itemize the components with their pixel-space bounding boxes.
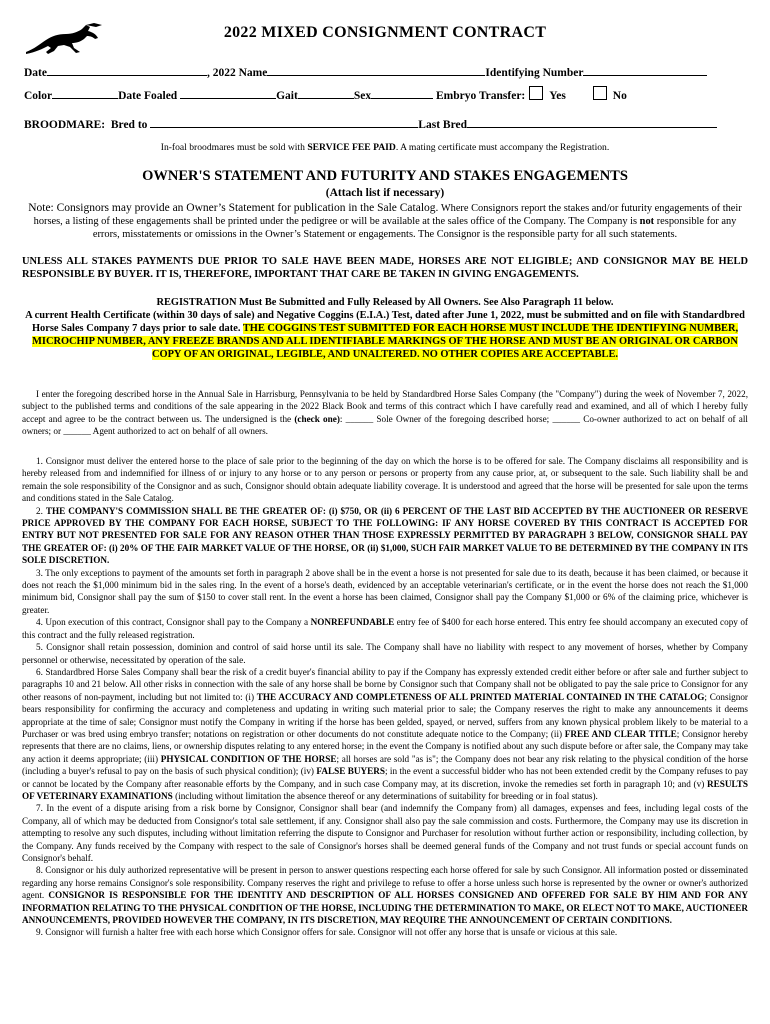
owner-statement-note: Note: Consignors may provide an Owner’s Statement for publication in the Sale Catalog. Where Consignors report the stakes and/or futurity engagements of their horses, a listing of these engagements shall be printed under the pedigree or will be available at the sales office of the Company. The Company is not responsible for any errors, misstatements or omissions in the Owner’s Statement or engagements. The Consignor is the responsible party for all such statements.: [28, 202, 742, 240]
bred-to-field[interactable]: [150, 116, 418, 128]
paragraph-8: 8. Consignor or his duly authorized representative will be present in person to answer questions respecting each horse offered for sale by such Consignor. All information posted or disseminated regarding any horse remains Consignor's sole responsibility. Company reserves the right and privilege to refuse to offer a horse unless such horse is represented by the owner or owner's authorized agent. CONSIGNOR IS RESPONSIBLE FOR THE IDENTITY AND DESCRIPTION OF ALL HORSES CONSIGNED AND OFFERED FOR SALE BY HIM AND FOR ANY INFORMATION RELATING TO THE PHYSICAL CONDITION OF THE HORSE, INCLUDING THE DETERMINATION TO MAKE, OR ELECT NOT TO MAKE, AUCTIONEER ANNOUNCEMENTS, PROVIDED HOWEVER THE COMPANY, IN ITS DISCRETION, MAY REQUIRE THE ANNOUNCEMENT OF CERTAIN CONDITIONS.: [22, 865, 748, 926]
gait-label: Gait: [276, 90, 298, 102]
year-label: , 2022: [207, 67, 236, 79]
date-field[interactable]: [47, 64, 207, 76]
page-title: 2022 MIXED CONSIGNMENT CONTRACT: [223, 24, 547, 41]
form-row-3: [24, 116, 717, 131]
coggins-highlight: THE COGGINS TEST SUBMITTED FOR EACH HORSE MUST INCLUDE THE IDENTIFYING NUMBER, MICROCHIP NUMBER, ANY FREEZE BRANDS AND ALL IDENTIFIABLE MARKINGS OF THE HORSE AND MUST BE AN ORIGINAL OR CARBON COPY OF AN ORIGINAL, LEGIBLE, AND UNALTERED. NO OTHER COPIES ARE ACCEPTABLE.: [32, 323, 739, 360]
paragraph-7: 7. In the event of a dispute arising from a risk borne by Consignor, Consignor shall bear (and indemnify the Company from) all damages, expenses and fees, including legal costs of the Company, all of which may be deducted from Consignor's total sale settlement, if any. Consignor shall also pay the sale commission and costs. Furthermore, the Company may use its discretion in attempting to resolve any such disputes, including without limitation referring the dispute to Consignor and Purchaser for resolution without further action or responsibility, including collection, by the Company. Any funds received by the Company with respect to the sale of Consignor's horses shall be deemed general funds of the Company and not trust funds or special account funds on Consignor's behalf.: [22, 803, 748, 863]
paragraph-6: 6. Standardbred Horse Sales Company shall bear the risk of a credit buyer's financial ability to pay if the Company has expressly extended credit either before or after sale and further subject to paragraphs 10 and 21 below. All other risks in connection with the sale of any horse shall be borne by Consignor such that Company shall not be obligated to pay the sale price to Consignor for any other reasons of non-payment, including but not limited to: (i) THE ACCURACY AND COMPLETENESS OF ALL PRINTED MATERIAL CONTAINED IN THE CATALOG; Consignor bears responsibility for confirming the accuracy and completeness and updating in writing such material prior to sale; the Company reserves the right to make any announcements it deems appropriate at the time of sale; Consignor must notify the Company in writing if the horse has been gelded, spayed, or nerved, suffers from any known physical problem likely to be material to a Purchaser or was bred using embryo transfer; notations on registration or other documents do not constitute adequate notice to the Company; (ii) FREE AND CLEAR TITLE; Consignor hereby represents that there are no claims, liens, or ownership disputes relating to any entered horse; in the event the Company is notified about any such dispute before or after sale, the Company may take any action it deems appropriate; (iii) PHYSICAL CONDITION OF THE HORSE; all horses are sold "as is"; the Company does not bear any risk relating to the physical condition of the horse (including a buyer's refusal to pay on the basis of such physical condition); (iv) FALSE BUYERS; in the event a successful bidder who has not been extended credit by the Company refuses to pay or cannot be located by the Company after reasonable efforts by the Company, and in such case Company may, at its discretion, invoke the remedies set forth in paragraph 10; and (v) RESULTS OF VETERINARY EXAMINATIONS (including without limitation the absence thereof or any determinations of suitability for breeding or in foal status).: [22, 666, 749, 801]
embryo-transfer-label: Embryo Transfer:: [435, 90, 526, 102]
form-row-1: [24, 64, 707, 79]
identifying-number-label: Identifying Number: [485, 67, 584, 79]
yes-label: Yes: [549, 90, 566, 102]
date-label: Date: [24, 67, 47, 79]
owner-statement-heading: OWNER'S STATEMENT AND FUTURITY AND STAKES ENGAGEMENTS: [142, 168, 628, 184]
paragraph-2: 2. THE COMPANY'S COMMISSION SHALL BE THE GREATER OF: (i) $750, OR (ii) 6 PERCENT OF THE LAST BID ACCEPTED BY THE AUCTIONEER OR RESERVE PRICE APPROVED BY THE COMPANY FOR EACH HORSE, SUBJECT TO THE FOLLOWING: IF ANY HORSE COVERED BY THIS CONTRACT IS ACCEPTED FOR ENTRY BUT NOT PRESENTED FOR SALE FOR ANY REASON OTHER THAN THOSE EXPRESSLY PERMITTED BY PARAGRAPH 3 BELOW, CONSIGNOR SHALL PAY THE GREATER OF: (i) 20% OF THE FAIR MARKET VALUE OF THE HORSE, OR (ii) $1,000, SUCH FAIR MARKET VALUE TO BE DETERMINED BY THE COMPANY IN ITS SOLE DISCRETION.: [22, 505, 749, 566]
paragraph-4: 4. Upon execution of this contract, Consignor shall pay to the Company a NONREFUNDABLE entry fee of $400 for each horse entered. This entry fee should accompany an executed copy of this contract and the fully released registration.: [22, 617, 748, 640]
stakes-warning: UNLESS ALL STAKES PAYMENTS DUE PRIOR TO SALE HAVE BEEN MADE, HORSES ARE NOT ELIGIBLE; AND CONSIGNOR MAY BE HELD RESPONSIBLE BY BUYER. IT IS, THEREFORE, IMPORTANT THAT CARE BE TAKEN IN GIVING ENGAGEMENTS.: [22, 256, 748, 280]
color-label: Color: [24, 90, 53, 102]
color-field[interactable]: [52, 87, 118, 99]
date-foaled-field[interactable]: [180, 87, 276, 99]
paragraph-9: 9. Consignor will furnish a halter free with each horse which Consignor offers for sale. Consignor will not offer any horse that is unsafe or vicious at this sale.: [36, 927, 618, 938]
form-row-2: [24, 86, 627, 102]
name-field[interactable]: [267, 64, 485, 76]
health-certificate-note: A current Health Certificate (within 30 days of sale) and Negative Coggins (E.I.A.) Test, dated after June 1, 2022, must be submitted and on file with Standardbred Horse Sales Company 7 days prior to sale date. THE COGGINS TEST SUBMITTED FOR EACH HORSE MUST INCLUDE THE IDENTIFYING NUMBER, MICROCHIP NUMBER, ANY FREEZE BRANDS AND ALL IDENTIFIABLE MARKINGS OF THE HORSE AND MUST BE AN ORIGINAL OR CARBON COPY OF AN ORIGINAL, LEGIBLE, AND UNALTERED. NO OTHER COPIES ARE ACCEPTABLE.: [25, 310, 745, 360]
paragraph-5: 5. Consignor shall retain possession, dominion and control of said horse until its sale. The Company shall have no liability with respect to any movement of horses, whether by Company personnel or otherwise, necessitated by operation of the sale.: [22, 642, 748, 665]
identifying-number-field[interactable]: [583, 64, 707, 76]
terms-section: [22, 455, 748, 939]
embryo-yes-checkbox[interactable]: [529, 86, 543, 100]
name-label: Name: [238, 67, 268, 79]
date-foaled-label: Date Foaled: [118, 90, 178, 102]
paragraph-3: 3. The only exceptions to payment of the amounts set forth in paragraph 2 above shall be in the event a horse is not presented for sale due to its death, because it has been claimed, or because it does not reach the $1,000 minimum bid in the sales ring. In the event of a horse's death, evidenced by an acceptable veterinarian's certificate, or in the event the horse does not reach the $1,000 minimum bid, Consignor shall pay the sum of $150 to cover stall rent. In the event a horse has been claimed, Consignor shall pay the Company $1,000 or 6% of the claiming price, whichever is greater.: [22, 567, 748, 615]
paragraph-1: 1. Consignor must deliver the entered horse to the place of sale prior to the beginning of the day on which the horse is to be offered for sale. The Company disclaims all responsibility and is hereby released from and indemnified for illness of or injury to any horse or to any person or persons or property from any cause prior, at, or subsequent to the sale. Such liability shall be and remain the sole responsibility of the Consignor and as such, Consignor should obtain adequate liability coverage. It is understood and agreed that the horse will be presented for sale upon the terms and conditions stated in the Sale Catalog.: [22, 456, 748, 504]
last-bred-label: Last Bred: [418, 119, 467, 131]
broodmare-label: BROODMARE:: [24, 119, 106, 131]
last-bred-field[interactable]: [467, 116, 717, 128]
gait-field[interactable]: [298, 87, 354, 99]
registration-line: REGISTRATION Must Be Submitted and Fully Released by All Owners. See Also Paragraph 11 below.: [156, 297, 614, 308]
bred-to-label: Bred to: [110, 119, 148, 131]
attach-list-note: (Attach list if necessary): [325, 187, 445, 199]
sex-field[interactable]: [371, 87, 433, 99]
no-label: No: [612, 90, 627, 102]
infoal-note: In-foal broodmares must be sold with SERVICE FEE PAID. A mating certificate must accompany the Registration.: [160, 142, 610, 153]
sex-label: Sex: [353, 90, 372, 102]
agreement-paragraph: I enter the foregoing described horse in the Annual Sale in Harrisburg, Pennsylvania to be held by Standardbred Horse Sales Company (the "Company") during the week of November 7, 2022, subject to the published terms and conditions of the sale appearing in the 2022 Black Book and terms of this contract which I have carefully read and examined, and all of which I hereby fully accept and agree to be the contract between us. The undersigned is the (check one): ______ Sole Owner of the foregoing described horse; ______ Co-owner authorized to act on behalf of all owners; or ______ Agent authorized to act on behalf of all owners.: [22, 389, 748, 437]
embryo-no-checkbox[interactable]: [593, 86, 607, 100]
